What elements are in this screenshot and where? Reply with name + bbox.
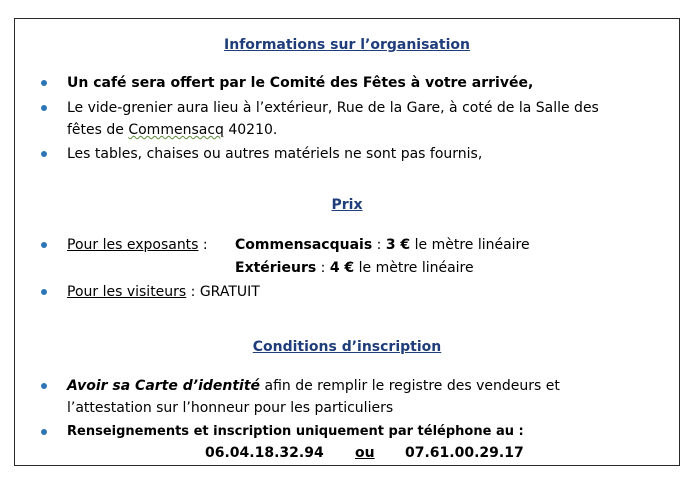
heading-conditions: Conditions d’inscription xyxy=(252,339,442,355)
bullet xyxy=(41,80,47,86)
phone-number-1: 06.04.18.32.94 xyxy=(205,445,324,461)
bullet xyxy=(41,105,47,111)
visiteurs-label: Pour les visiteurs xyxy=(67,284,187,300)
heading-prix: Prix xyxy=(331,197,363,213)
visiteurs-value: : GRATUIT xyxy=(186,284,260,300)
exposants-line xyxy=(67,236,208,254)
bullet xyxy=(41,289,47,295)
materials-line: Les tables, chaises ou autres matériels ne sont pas fournis, xyxy=(67,146,483,162)
bullet xyxy=(41,429,47,435)
heading-organisation: Informations sur l’organisation xyxy=(224,37,470,53)
exterieurs-label: Extérieurs xyxy=(235,260,317,276)
id-card-label: Avoir sa Carte d’identité xyxy=(67,378,261,394)
id-card-line-2: l’attestation sur l’honneur pour les particuliers xyxy=(67,400,394,416)
postal-code: 40210. xyxy=(223,122,278,138)
location-line-1: Le vide-grenier aura lieu à l’extérieur, Rue de la Gare, à coté de la Salle des xyxy=(67,100,599,116)
phone-number-2: 07.61.00.29.17 xyxy=(405,445,524,461)
price-commensacquais xyxy=(235,236,530,254)
location-line-2 xyxy=(67,121,277,139)
commensacquais-label: Commensacquais xyxy=(235,237,373,253)
price-value: 3 € xyxy=(385,237,411,253)
id-card-rest: afin de remplir le registre des vendeurs et xyxy=(260,378,560,394)
id-card-line-1 xyxy=(67,377,560,395)
price-exterieurs xyxy=(235,259,474,277)
bullet xyxy=(41,383,47,389)
info-frame xyxy=(14,18,680,466)
bullet xyxy=(41,151,47,157)
bullet xyxy=(41,242,47,248)
visiteurs-line xyxy=(67,283,260,301)
or-connector: ou xyxy=(355,445,375,461)
price-value: 4 € xyxy=(329,260,355,276)
exposants-label: Pour les exposants xyxy=(67,237,199,253)
price-unit: le mètre linéaire xyxy=(410,237,530,253)
sep: : xyxy=(316,260,330,276)
price-unit: le mètre linéaire xyxy=(354,260,474,276)
commune-name: Commensacq xyxy=(128,122,224,138)
sep: : xyxy=(372,237,386,253)
contact-line: Renseignements et inscription uniquement par téléphone au : xyxy=(67,424,524,439)
exposants-colon: : xyxy=(198,237,208,253)
cafe-line: Un café sera offert par le Comité des Fêtes à votre arrivée, xyxy=(67,75,534,91)
location-text: fêtes de xyxy=(67,122,129,138)
